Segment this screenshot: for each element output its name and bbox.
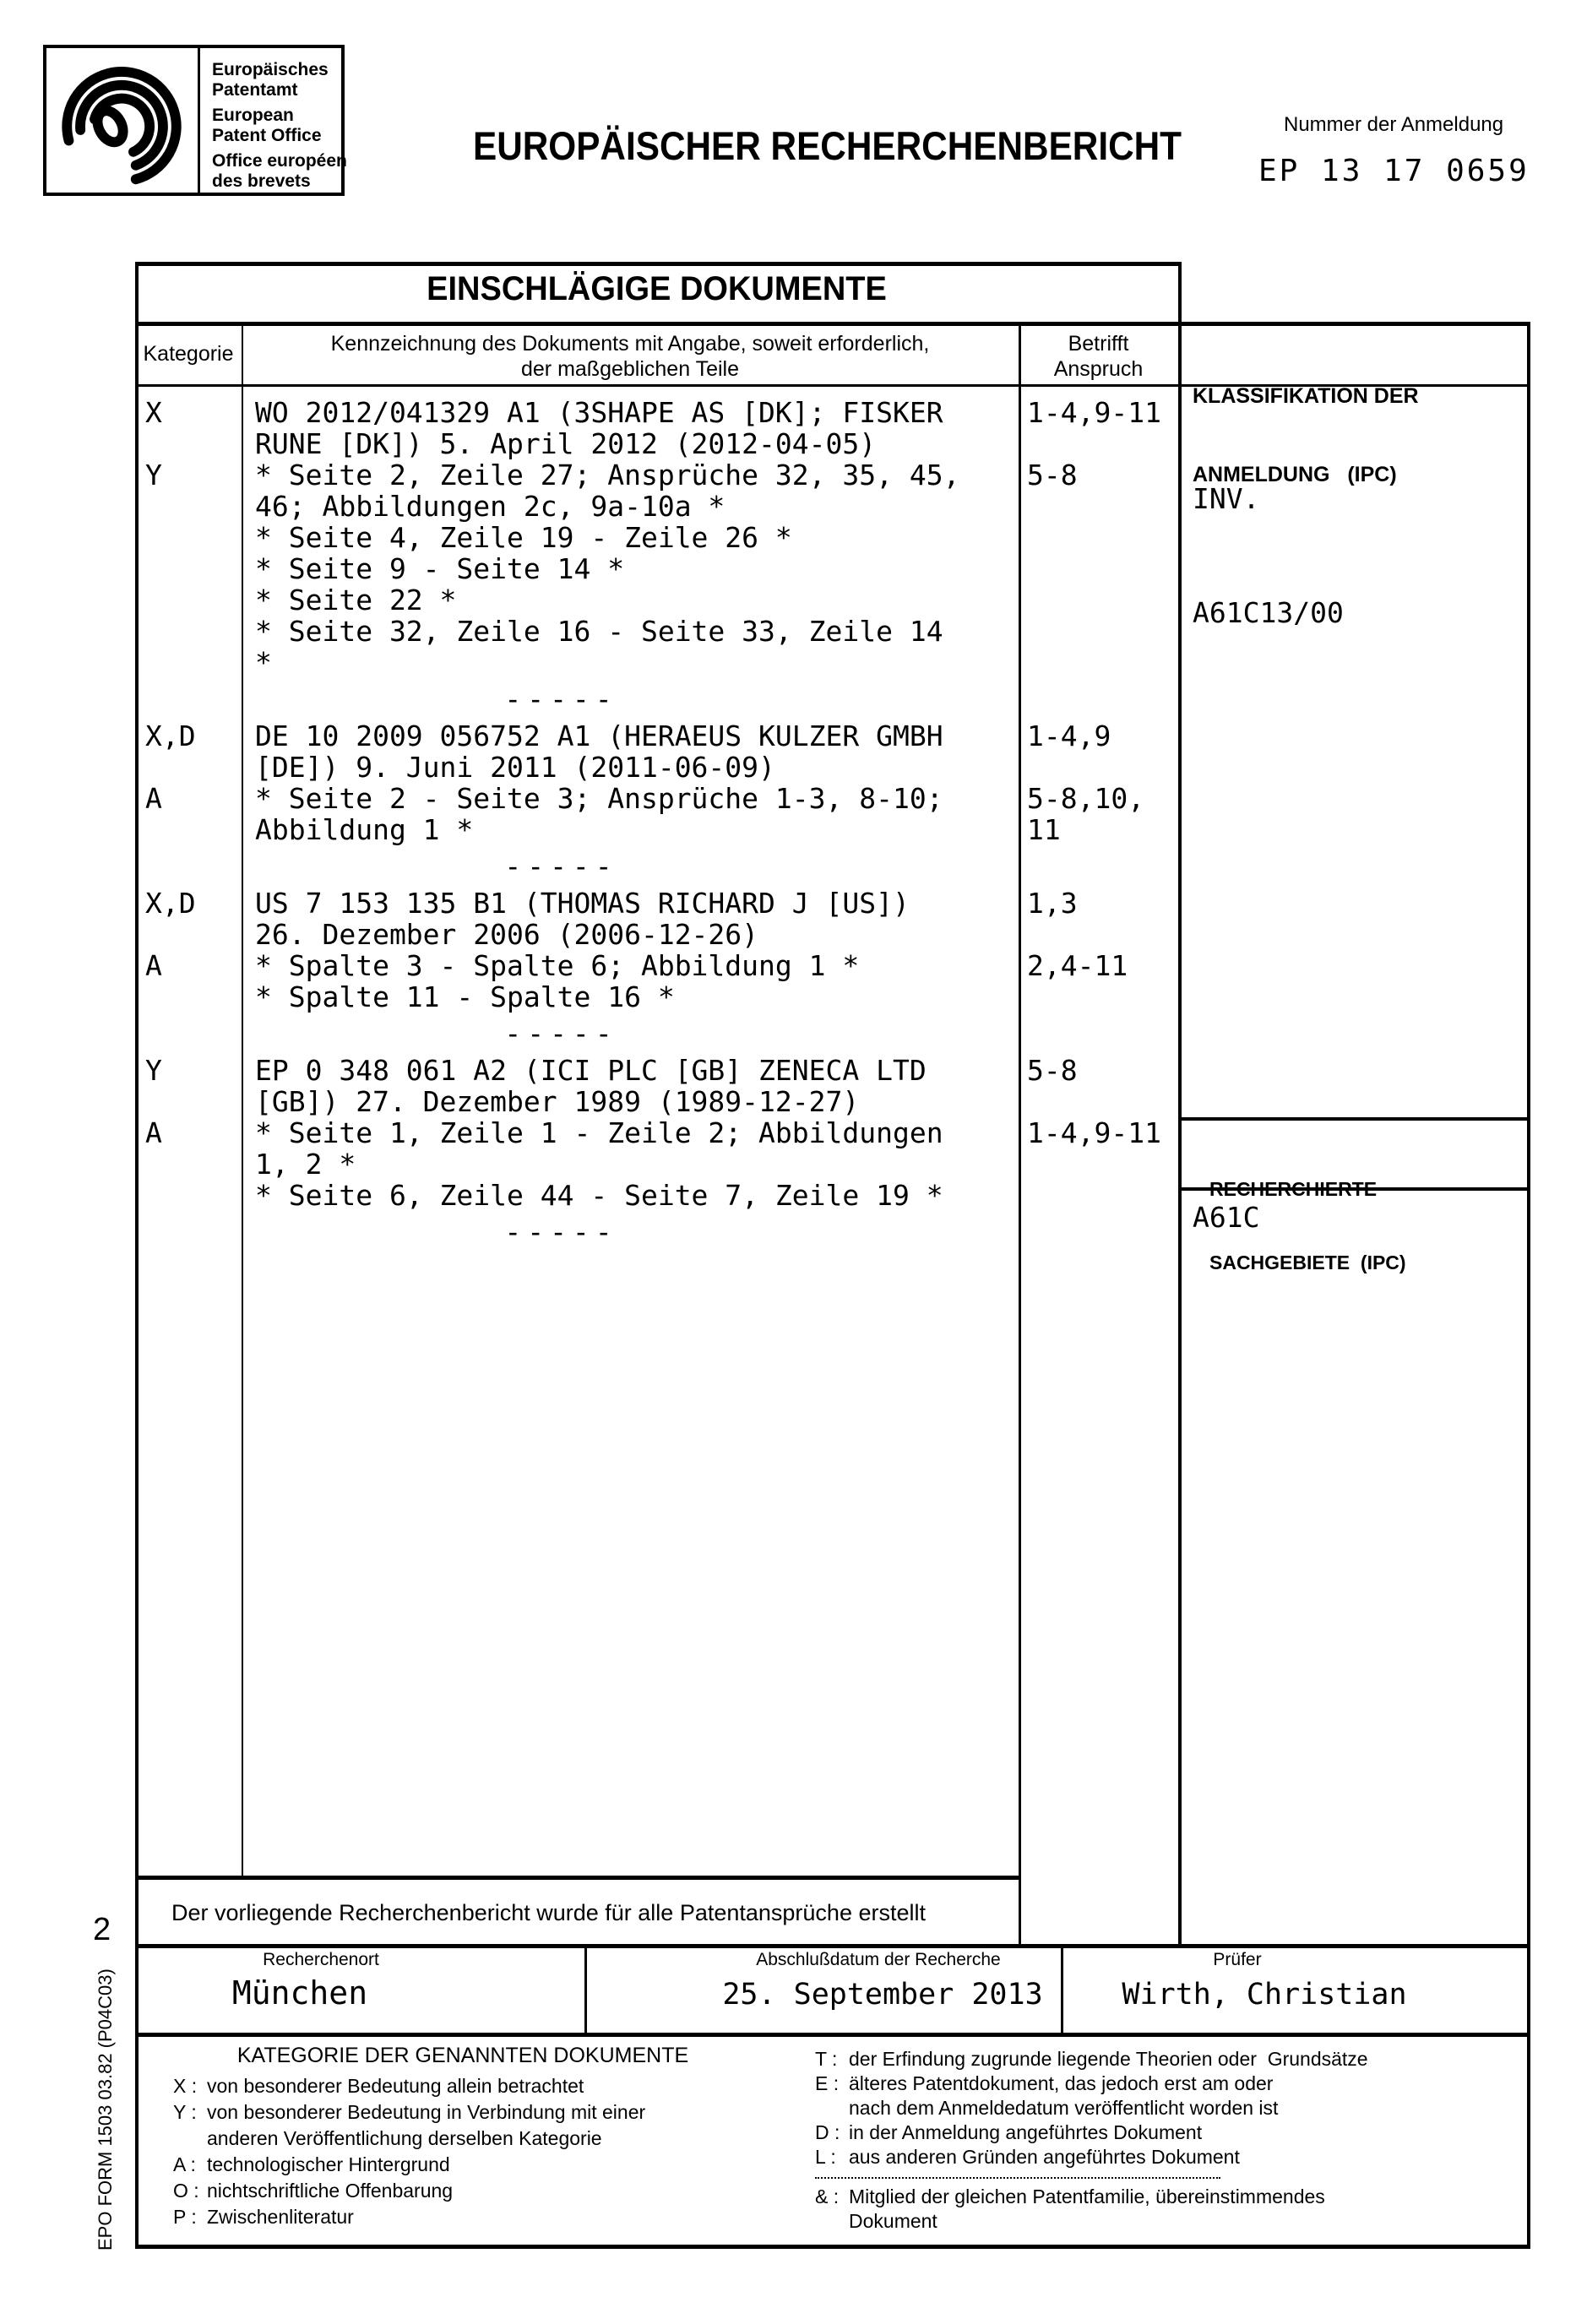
separator-dashes: ----- — [504, 1017, 618, 1050]
form-id: EPO FORM 1503 03.82 (P04C03) — [95, 1968, 116, 2251]
citation-row — [135, 752, 1527, 783]
legend-item-text: nach dem Anmeldedatum veröffentlicht worden ist — [849, 2097, 1279, 2119]
document-cell: * Seite 2 - Seite 3; Ansprüche 1-3, 8-10; — [255, 782, 943, 815]
claims-cell — [1020, 522, 1178, 553]
claims-cell: 1-4,9 — [1027, 719, 1111, 752]
document-cell: [GB]) 27. Dezember 1989 (1989-12-27) — [255, 1085, 860, 1118]
column-header-betrifft-line1: Betrifft — [1068, 332, 1129, 356]
separator-dashes: ----- — [504, 682, 618, 715]
searched-fields-value: A61C — [1193, 1201, 1260, 1234]
citation-row — [135, 950, 1527, 981]
legend-item-text: Dokument — [849, 2210, 937, 2232]
place-value: München — [231, 1974, 368, 2012]
column-header-betrifft-line2: Anspruch — [1053, 357, 1144, 381]
claims-cell: 5-8 — [1027, 459, 1078, 491]
legend-item-text: älteres Patentdokument, das jedoch erst am oder — [849, 2072, 1274, 2094]
category-cell — [135, 553, 242, 584]
legend-item-key — [815, 2096, 849, 2120]
category-cell: X,D — [145, 719, 196, 752]
category-cell — [135, 1180, 242, 1211]
legend-item — [815, 2145, 1368, 2169]
legend-item-text: Mitglied der gleichen Patentfamilie, übereinstimmendes — [849, 2186, 1325, 2207]
legend-item-key: X : — [173, 2075, 198, 2097]
column-header-kennzeichnung-line1: Kennzeichnung des Dokuments mit Angabe, soweit erforderlich, — [330, 332, 930, 356]
legend-item-key: T : — [815, 2048, 838, 2070]
document-cell: * Seite 2, Zeile 27; Ansprüche 32, 35, 45, — [255, 459, 960, 491]
claims-cell — [1020, 752, 1178, 783]
category-cell — [135, 919, 242, 950]
claims-cell: 11 — [1027, 813, 1061, 846]
application-number-label: Nummer der Anmeldung — [1284, 113, 1504, 136]
inv-class: A61C13/00 — [1193, 596, 1344, 629]
citation-row — [135, 783, 1527, 814]
line-date-examiner-divider — [1061, 1944, 1063, 2033]
document-cell: * Seite 9 - Seite 14 * — [255, 552, 625, 585]
legend-item-text: in der Anmeldung angeführtes Dokument — [849, 2121, 1203, 2143]
logo-divider — [198, 48, 200, 193]
completion-note: Der vorliegende Recherchenbericht wurde für alle Patentansprüche erstellt — [171, 1900, 926, 1925]
legend-dotted-divider — [815, 2177, 1220, 2179]
legend-left-column — [173, 2073, 645, 2230]
category-cell: Y — [145, 459, 162, 491]
category-cell — [135, 1086, 242, 1117]
category-cell: A — [145, 1116, 162, 1149]
line-completion-top — [135, 1876, 1021, 1880]
document-cell: 1, 2 * — [255, 1148, 356, 1181]
epo-logo-box — [43, 45, 345, 196]
table-border-right — [1527, 322, 1530, 2248]
category-cell — [135, 814, 242, 845]
examiner-value: Wirth, Christian — [1122, 1978, 1407, 2012]
document-cell: 46; Abbildungen 2c, 9a-10a * — [255, 490, 726, 523]
document-cell: WO 2012/041329 A1 (3SHAPE AS [DK]; FISKER — [255, 396, 943, 429]
claims-cell: 5-8,10, — [1027, 782, 1145, 815]
legend-item — [173, 2204, 645, 2230]
claims-cell: 5-8 — [1027, 1054, 1078, 1087]
inv-label: INV. — [1193, 482, 1260, 515]
category-cell — [135, 522, 242, 553]
category-cell — [135, 752, 242, 783]
examiner-label: Prüfer — [1213, 1950, 1262, 1969]
claims-cell — [1020, 1086, 1178, 1117]
column-header-kennzeichnung-line2: der maßgeblichen Teile — [520, 357, 740, 381]
category-cell: X — [145, 396, 162, 429]
epo-logo-icon — [58, 55, 185, 194]
legend-item — [815, 2209, 1368, 2234]
category-cell: Y — [145, 1054, 162, 1087]
legend-item — [815, 2072, 1368, 2096]
legend-item-text: von besonderer Bedeutung in Verbindung mit einer — [207, 2101, 646, 2123]
claims-cell — [1020, 584, 1178, 616]
category-cell: X,D — [145, 887, 196, 920]
logo-text-de: Europäisches Patentamt — [212, 60, 329, 100]
claims-cell — [1020, 491, 1178, 522]
document-cell: * Seite 4, Zeile 19 - Zeile 26 * — [255, 521, 792, 554]
claims-cell: 1,3 — [1027, 887, 1078, 920]
column-header-klassifikation-line1: KLASSIFIKATION DER — [1193, 384, 1419, 408]
legend-item-key: P : — [173, 2206, 197, 2228]
claims-cell: 2,4-11 — [1027, 949, 1128, 982]
claims-cell — [1020, 553, 1178, 584]
application-number: EP 13 17 0659 — [1258, 154, 1530, 188]
legend-item — [173, 2126, 645, 2152]
searched-fields-line2: SACHGEBIETE (IPC) — [1209, 1252, 1406, 1273]
report-title: EUROPÄISCHER RECHERCHENBERICHT — [473, 123, 1182, 168]
citation-row — [135, 720, 1527, 752]
citation-row — [135, 1055, 1527, 1086]
legend-item — [173, 2073, 645, 2099]
legend-item-text: von besonderer Bedeutung allein betrachtet — [207, 2075, 584, 2097]
date-value: 25. September 2013 — [722, 1978, 1043, 2012]
line-place-date-divider — [584, 1944, 587, 2033]
legend-item-key: D : — [815, 2121, 840, 2143]
citation-row — [135, 888, 1527, 919]
document-cell: DE 10 2009 056752 A1 (HERAEUS KULZER GMBH — [255, 719, 943, 752]
column-header-klassifikation-line2: ANMELDUNG (IPC) — [1193, 463, 1397, 486]
line-resultrow-bottom — [135, 2033, 1530, 2037]
legend-item — [173, 2178, 645, 2204]
line-resultrow-top — [135, 1944, 1530, 1948]
document-cell: US 7 153 135 B1 (THOMAS RICHARD J [US]) — [255, 887, 910, 920]
section-title: EINSCHLÄGIGE DOKUMENTE — [427, 270, 887, 307]
legend-item — [815, 2185, 1368, 2209]
document-cell: * — [255, 646, 272, 679]
legend-item — [173, 2099, 645, 2126]
legend-item-key: E : — [815, 2072, 840, 2094]
document-cell: RUNE [DK]) 5. April 2012 (2012-04-05) — [255, 427, 877, 460]
separator-dashes: ----- — [504, 1215, 618, 1248]
logo-text-fr: Office européen des brevets — [212, 151, 347, 191]
category-cell — [135, 491, 242, 522]
category-cell — [135, 616, 242, 647]
table-border-top — [135, 262, 1182, 266]
document-cell: * Spalte 11 - Spalte 16 * — [255, 980, 675, 1013]
legend-item-text: Zwischenliteratur — [207, 2206, 354, 2228]
claims-cell — [1020, 647, 1178, 678]
page-number: 2 — [93, 1912, 111, 1947]
legend-right-column — [815, 2047, 1368, 2234]
document-cell: * Seite 22 * — [255, 584, 457, 616]
citation-row — [135, 919, 1527, 950]
legend-item-key: & : — [815, 2186, 840, 2207]
logo-text-en: European Patent Office — [212, 106, 322, 145]
separator-row — [135, 845, 1527, 888]
legend-item-text: der Erfindung zugrunde liegende Theorien oder Grundsätze — [849, 2048, 1368, 2070]
category-cell: A — [145, 949, 162, 982]
legend-item-key — [173, 2126, 207, 2152]
document-cell: 26. Dezember 2006 (2006-12-26) — [255, 918, 759, 951]
legend-item — [815, 2096, 1368, 2120]
claims-cell — [1020, 616, 1178, 647]
claims-cell: 1-4,9-11 — [1027, 396, 1161, 429]
document-cell: * Seite 1, Zeile 1 - Zeile 2; Abbildungen — [255, 1116, 943, 1149]
legend-item-text: nichtschriftliche Offenbarung — [207, 2180, 454, 2202]
document-cell: [DE]) 9. Juni 2011 (2011-06-09) — [255, 751, 775, 784]
line-header-underline — [135, 322, 1530, 326]
category-cell — [135, 584, 242, 616]
legend-item — [173, 2152, 645, 2178]
legend-item-text: aus anderen Gründen angeführtes Dokument — [849, 2146, 1240, 2168]
citation-row — [135, 814, 1527, 845]
column-header-kategorie: Kategorie — [143, 342, 234, 366]
category-cell — [135, 647, 242, 678]
legend-item-key — [815, 2209, 849, 2234]
legend-item-text: anderen Veröffentlichung derselben Kategorie — [207, 2127, 602, 2149]
table-border-bottom — [135, 2245, 1530, 2249]
separator-dashes: ----- — [504, 850, 618, 882]
place-label: Recherchenort — [263, 1950, 379, 1969]
category-cell — [135, 428, 242, 459]
legend-item-key: L : — [815, 2146, 836, 2168]
searched-fields-line1: RECHERCHIERTE — [1209, 1178, 1378, 1200]
claims-cell — [1020, 428, 1178, 459]
category-cell: A — [145, 782, 162, 815]
date-label: Abschlußdatum der Recherche — [756, 1950, 1001, 1969]
claims-cell: 1-4,9-11 — [1027, 1116, 1161, 1149]
legend-item — [815, 2120, 1368, 2145]
document-cell: Abbildung 1 * — [255, 813, 474, 846]
category-cell — [135, 1148, 242, 1180]
legend-item-text: technologischer Hintergrund — [207, 2153, 450, 2175]
document-cell: EP 0 348 061 A2 (ICI PLC [GB] ZENECA LTD — [255, 1054, 927, 1087]
citation-row — [135, 981, 1527, 1013]
legend-item-key: O : — [173, 2180, 199, 2202]
category-cell — [135, 981, 242, 1013]
claims-cell — [1020, 919, 1178, 950]
claims-cell — [1020, 1148, 1178, 1180]
document-cell: * Spalte 3 - Spalte 6; Abbildung 1 * — [255, 949, 860, 982]
legend-item — [815, 2047, 1368, 2072]
line-step-vertical — [1178, 262, 1182, 326]
document-cell: * Seite 6, Zeile 44 - Seite 7, Zeile 19 * — [255, 1179, 943, 1212]
claims-cell — [1020, 1180, 1178, 1211]
legend-item-key: A : — [173, 2153, 196, 2175]
claims-cell — [1020, 981, 1178, 1013]
separator-row — [135, 1013, 1527, 1055]
citation-row — [135, 1086, 1527, 1117]
document-cell: * Seite 32, Zeile 16 - Seite 33, Zeile 14 — [255, 615, 943, 648]
legend-item-key: Y : — [173, 2101, 197, 2123]
classification-of-application — [1193, 404, 1344, 708]
legend-title: KATEGORIE DER GENANNTEN DOKUMENTE — [236, 2044, 689, 2067]
